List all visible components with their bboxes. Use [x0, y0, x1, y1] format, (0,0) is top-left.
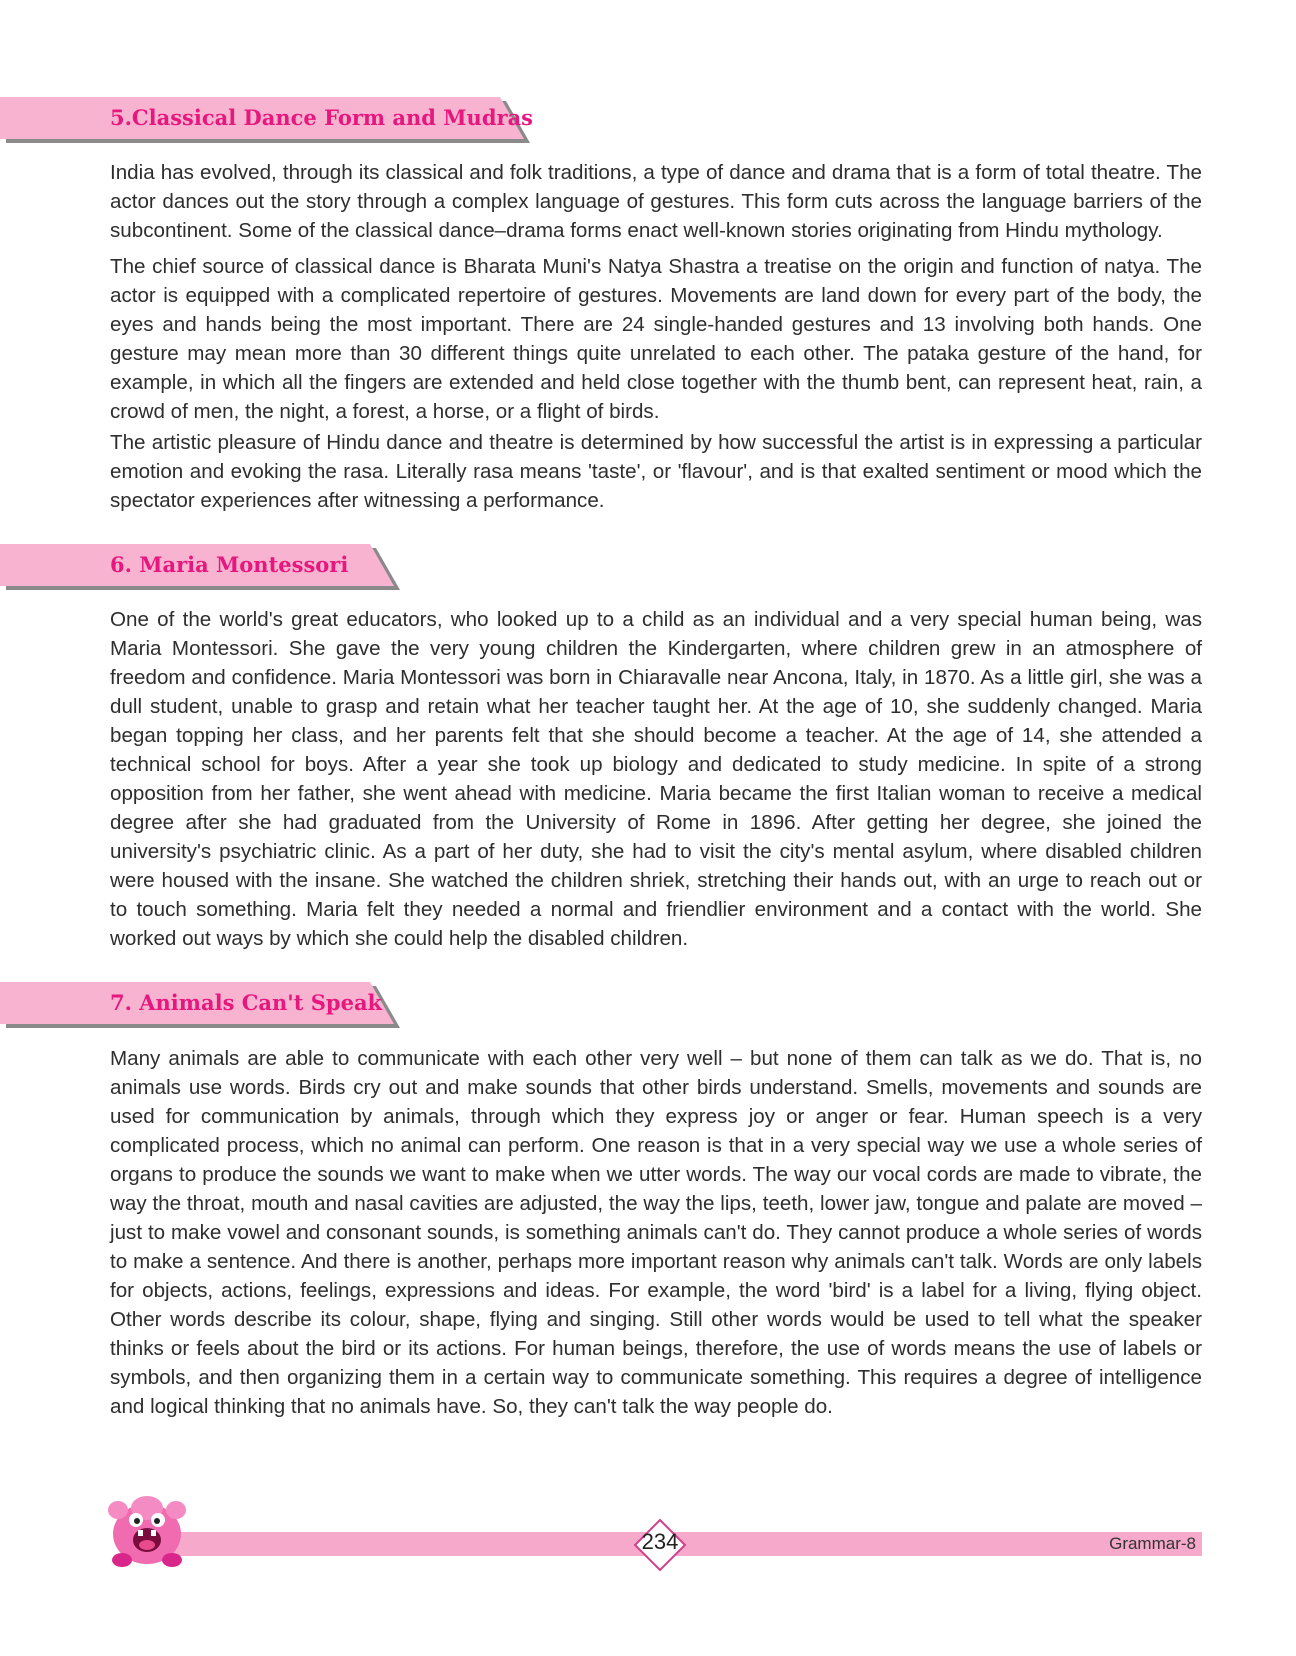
paragraph: The artistic pleasure of Hindu dance and theatre is determined by how successful the artist is in expressing a particular emotion and evoking the rasa. Literally rasa means 'taste', or 'flavour', and is that exalted sentiment or mood which the spectator experiences after witnessing a performance. — [110, 431, 1202, 512]
paragraph: Many animals are able to communicate with each other very well – but none of them can talk as we do. That is, no animals use words. Birds cry out and make sounds that other birds understand. Smells, movements and sounds are used for communication by animals, through which they express joy or anger or fear. Human speech is a very complicated process, which no animal can perform. One reason is that in a very special way we use a whole series of organs to produce the sounds we want to make when we utter words. The way our vocal cords are made to vibrate, the way the throat, mouth and nasal cavities are adjusted, the way the lips, teeth, lower jaw, tongue and palate are moved – just to make vowel and consonant sounds, is something animals can't do. They cannot produce a whole series of words to make a sentence. And there is another, perhaps more important reason why animals can't talk. Words are only labels for objects, actions, feelings, expressions and ideas. For example, the word 'bird' is a label for a living, flying object. Other words describe its colour, shape, flying and singing. Still other words would be used to tell what the speaker thinks or feels about the bird or its actions. For human beings, therefore, the use of words means the use of labels or symbols, and then organizing them in a certain way to communicate something. This requires a degree of intelligence and logical thinking that no animals have. So, they can't talk the way people do. — [110, 1047, 1202, 1418]
section-title: 5.Classical Dance Form and Mudras — [110, 105, 533, 130]
section-7-heading — [0, 982, 400, 1028]
section-6-heading — [0, 544, 400, 590]
section-title: 6. Maria Montessori — [110, 552, 349, 577]
paragraph: The chief source of classical dance is Bharata Muni's Natya Shastra a treatise on the origin and function of natya. The actor is equipped with a complicated repertoire of gestures. Movements are land down for every part of the body, the eyes and hands being the most important. There are 24 single-handed gestures and 13 involving both hands. One gesture may mean more than 30 different things quite unrelated to each other. The pataka gesture of the hand, for example, in which all the fingers are extended and held close together with the thumb bent, can represent heat, rain, a crowd of men, the night, a forest, a horse, or a flight of birds. — [110, 255, 1202, 423]
paragraph: One of the world's great educators, who looked up to a child as an individual and a very special human being, was Maria Montessori. She gave the very young children the Kindergarten, where children grew in an atmosphere of freedom and confidence. Maria Montessori was born in Chiaravalle near Ancona, Italy, in 1870. As a little girl, she was a dull student, unable to grasp and retain what her teacher taught her. At the age of 10, she suddenly changed. Maria began topping her class, and her parents felt that she should become a teacher. At the age of 14, she attended a technical school for boys. After a year she took up biology and dedicated to study medicine. In spite of a strong opposition from her father, she went ahead with medicine. Maria became the first Italian woman to receive a medical degree after she had graduated from the University of Rome in 1896. After getting her degree, she joined the university's psychiatric clinic. As a part of her duty, she had to visit the city's mental asylum, where disabled children were housed with the insane. She watched the children shriek, stretching their hands out, with an urge to reach out or to touch something. Maria felt they needed a normal and friendlier environment and a contact with the world. She worked out ways by which she could help the disabled children. — [110, 608, 1202, 950]
section-title: 7. Animals Can't Speak — [110, 990, 383, 1015]
section-5-heading — [0, 97, 533, 143]
paragraph: India has evolved, through its classical and folk traditions, a type of dance and drama that is a form of total theatre. The actor dances out the story through a complex language of gestures. This form cuts across the language barriers of the subcontinent. Some of the classical dance–drama forms enact well-known stories originating from Hindu mythology. — [110, 161, 1202, 242]
page-number: 234 — [641, 1529, 679, 1554]
book-title: Grammar-8 — [1109, 1534, 1196, 1553]
pink-monster-mascot-icon — [104, 1490, 190, 1570]
